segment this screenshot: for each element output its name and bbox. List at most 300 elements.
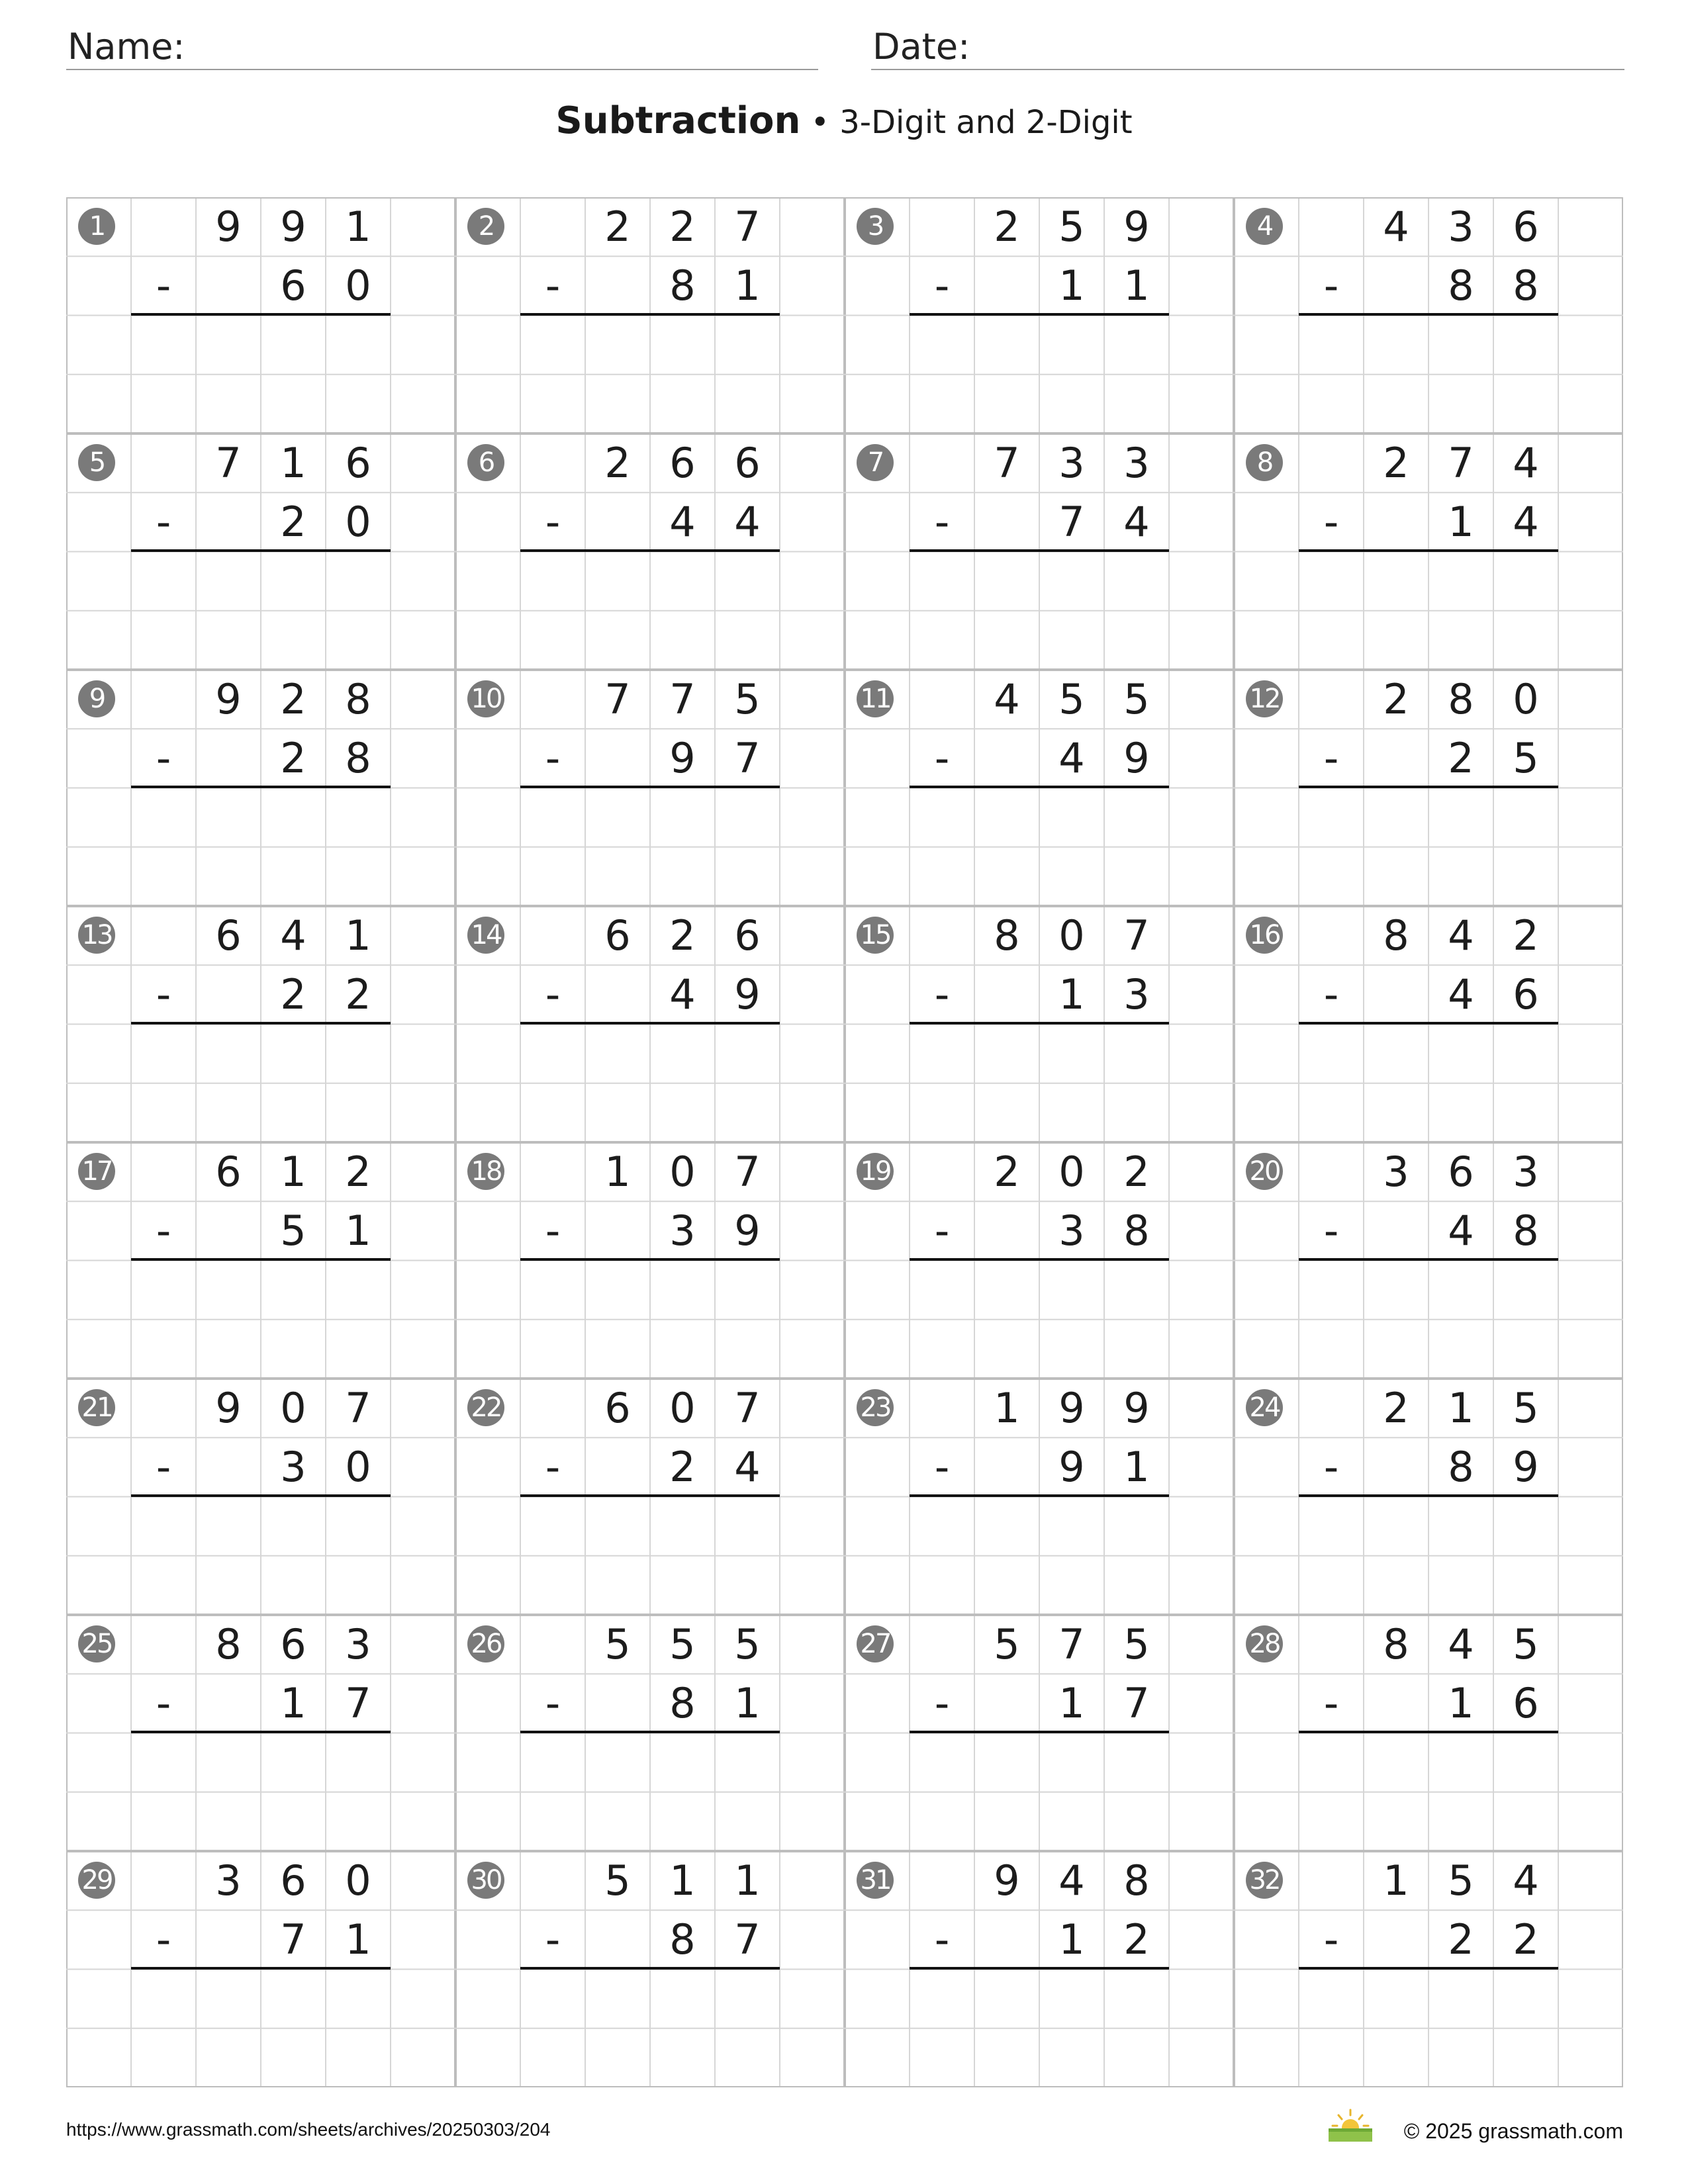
minuend-digit: 8 [994,911,1020,960]
subtrahend-digit: 8 [669,1915,696,1964]
minuend-digit: 1 [669,1856,696,1905]
problem-19 [845,1142,1234,1379]
problem-number-badge: 9 [78,680,115,717]
problem-number-badge: 26 [467,1625,504,1662]
minus-sign: - [545,970,561,1019]
answer-line [910,313,1169,316]
minus-sign: - [156,970,171,1019]
subtrahend-digit: 4 [1513,498,1539,547]
problem-number-badge: 20 [1246,1153,1283,1190]
minus-sign: - [934,734,950,783]
subtrahend-digit: 1 [1123,1443,1150,1492]
minuend-digit: 9 [215,675,242,724]
answer-line [131,1967,391,1970]
problem-number-badge: 2 [467,208,504,245]
minuend-digit: 7 [1123,911,1150,960]
problem-grid [66,197,1623,2087]
minuend-digit: 9 [1058,1384,1085,1433]
answer-line [1299,549,1558,552]
subtrahend-digit: 7 [734,734,761,783]
worksheet-title [0,99,1688,142]
minus-sign: - [934,970,950,1019]
problem-3 [845,197,1234,433]
subtrahend-digit: 1 [1058,261,1085,310]
minus-sign: - [156,1915,171,1964]
problem-10 [455,670,845,906]
problem-number-badge: 1 [78,208,115,245]
minuend-digit: 2 [280,675,306,724]
subtrahend-digit: 8 [669,261,696,310]
problem-30 [455,1851,845,2087]
minuend-digit: 5 [994,1620,1020,1669]
minus-sign: - [545,1206,561,1255]
minuend-digit: 2 [604,439,631,488]
problem-number-badge: 23 [857,1389,894,1426]
answer-line [1299,1731,1558,1733]
minuend-digit: 0 [669,1384,696,1433]
minuend-digit: 6 [280,1620,306,1669]
subtrahend-digit: 9 [1058,1443,1085,1492]
minus-sign: - [545,1679,561,1728]
minuend-digit: 6 [734,911,761,960]
subtrahend-digit: 2 [345,970,371,1019]
minuend-digit: 2 [1383,675,1409,724]
minus-sign: - [156,734,171,783]
minus-sign: - [934,261,950,310]
minuend-digit: 0 [669,1148,696,1197]
problem-6 [455,433,845,670]
subtrahend-digit: 4 [1448,970,1474,1019]
problem-9 [66,670,455,906]
minuend-digit: 6 [604,911,631,960]
minuend-digit: 8 [215,1620,242,1669]
problem-number-badge: 16 [1246,917,1283,954]
problem-number-badge: 15 [857,917,894,954]
answer-line [1299,1258,1558,1261]
problem-24 [1234,1379,1623,1615]
subtrahend-digit: 7 [345,1679,371,1728]
minuend-digit: 1 [734,1856,761,1905]
problem-number-badge: 30 [467,1862,504,1899]
answer-line [131,313,391,316]
subtrahend-digit: 5 [280,1206,306,1255]
subtrahend-digit: 8 [1448,1443,1474,1492]
answer-line [520,1258,780,1261]
minuend-digit: 7 [215,439,242,488]
subtrahend-digit: 1 [734,1679,761,1728]
answer-line [520,1731,780,1733]
problem-number-badge: 5 [78,444,115,481]
minuend-digit: 8 [345,675,371,724]
problem-13 [66,906,455,1142]
subtrahend-digit: 1 [1448,1679,1474,1728]
date-field[interactable] [871,25,1624,70]
subtrahend-digit: 9 [669,734,696,783]
answer-line [1299,786,1558,788]
subtrahend-digit: 1 [280,1679,306,1728]
minuend-digit: 5 [604,1856,631,1905]
minuend-digit: 7 [734,203,761,251]
subtrahend-digit: 7 [734,1915,761,1964]
minuend-digit: 5 [734,1620,761,1669]
minuend-digit: 2 [345,1148,371,1197]
minuend-digit: 9 [280,203,306,251]
minuend-digit: 6 [1513,203,1539,251]
minuend-digit: 2 [1383,439,1409,488]
subtrahend-digit: 8 [1123,1206,1150,1255]
problem-25 [66,1615,455,1851]
minuend-digit: 2 [994,1148,1020,1197]
minus-sign: - [156,1443,171,1492]
problem-27 [845,1615,1234,1851]
minus-sign: - [545,498,561,547]
minuend-digit: 6 [604,1384,631,1433]
minuend-digit: 4 [1448,1620,1474,1669]
minus-sign: - [934,1443,950,1492]
problem-31 [845,1851,1234,2087]
answer-line [910,1022,1169,1024]
minuend-digit: 4 [1448,911,1474,960]
answer-line [520,786,780,788]
subtrahend-digit: 6 [1513,970,1539,1019]
answer-line [910,1258,1169,1261]
answer-line [910,549,1169,552]
minuend-digit: 8 [1383,1620,1409,1669]
subtrahend-digit: 3 [669,1206,696,1255]
minuend-digit: 7 [669,675,696,724]
subtrahend-digit: 2 [1448,1915,1474,1964]
subtrahend-digit: 1 [345,1206,371,1255]
subtrahend-digit: 4 [1123,498,1150,547]
minuend-digit: 7 [345,1384,371,1433]
problem-2 [455,197,845,433]
problem-15 [845,906,1234,1142]
problem-number-badge: 25 [78,1625,115,1662]
footer-url: https://www.grassmath.com/sheets/archives/20250303/204 [66,2119,551,2140]
subtrahend-digit: 4 [669,970,696,1019]
answer-line [1299,313,1558,316]
subtrahend-digit: 2 [280,498,306,547]
problem-8 [1234,433,1623,670]
subtrahend-digit: 3 [280,1443,306,1492]
minuend-digit: 4 [994,675,1020,724]
minuend-digit: 6 [669,439,696,488]
answer-line [131,1731,391,1733]
answer-line [1299,1967,1558,1970]
problem-16 [1234,906,1623,1142]
minuend-digit: 4 [1058,1856,1085,1905]
minuend-digit: 7 [734,1148,761,1197]
subtrahend-digit: 1 [1123,261,1150,310]
minuend-digit: 0 [1058,1148,1085,1197]
minuend-digit: 5 [1058,675,1085,724]
answer-line [520,1967,780,1970]
minuend-digit: 5 [1123,675,1150,724]
minuend-digit: 9 [215,1384,242,1433]
answer-line [520,1494,780,1497]
minuend-digit: 1 [604,1148,631,1197]
problem-number-badge: 10 [467,680,504,717]
answer-line [910,1967,1169,1970]
minuend-digit: 6 [215,911,242,960]
subtrahend-digit: 8 [1448,261,1474,310]
subtrahend-digit: 9 [1123,734,1150,783]
footer-copyright: © 2025 grassmath.com [1403,2119,1623,2143]
minus-sign: - [156,498,171,547]
minuend-digit: 9 [994,1856,1020,1905]
problem-11 [845,670,1234,906]
subtrahend-digit: 8 [669,1679,696,1728]
answer-line [910,1731,1169,1733]
minus-sign: - [156,1679,171,1728]
problem-18 [455,1142,845,1379]
minuend-digit: 5 [734,675,761,724]
minus-sign: - [934,1206,950,1255]
subtrahend-digit: 7 [1123,1679,1150,1728]
problem-number-badge: 14 [467,917,504,954]
minus-sign: - [156,261,171,310]
subtrahend-digit: 8 [345,734,371,783]
minuend-digit: 2 [1123,1148,1150,1197]
problem-number-badge: 24 [1246,1389,1283,1426]
minuend-digit: 1 [345,911,371,960]
minuend-digit: 0 [1058,911,1085,960]
minuend-digit: 4 [280,911,306,960]
minuend-digit: 2 [604,203,631,251]
minus-sign: - [1323,734,1339,783]
minuend-digit: 1 [280,1148,306,1197]
minuend-digit: 6 [280,1856,306,1905]
minuend-digit: 2 [1513,911,1539,960]
minus-sign: - [545,734,561,783]
minuend-digit: 7 [734,1384,761,1433]
problem-21 [66,1379,455,1615]
answer-line [131,786,391,788]
minuend-digit: 4 [1513,1856,1539,1905]
answer-line [520,549,780,552]
minus-sign: - [1323,1206,1339,1255]
subtrahend-digit: 7 [1058,498,1085,547]
minuend-digit: 6 [734,439,761,488]
minus-sign: - [545,1915,561,1964]
subtrahend-digit: 1 [1058,1679,1085,1728]
minus-sign: - [1323,1443,1339,1492]
subtrahend-digit: 2 [1448,734,1474,783]
title-bullet: • [800,104,840,141]
minuend-digit: 5 [604,1620,631,1669]
problem-number-badge: 8 [1246,444,1283,481]
title-main: Subtraction [555,99,801,142]
minus-sign: - [1323,1915,1339,1964]
problem-number-badge: 13 [78,917,115,954]
subtrahend-digit: 4 [734,498,761,547]
problem-number-badge: 31 [857,1862,894,1899]
subtrahend-digit: 1 [734,261,761,310]
answer-line [910,1494,1169,1497]
answer-line [131,549,391,552]
problem-number-badge: 7 [857,444,894,481]
answer-line [520,1022,780,1024]
subtrahend-digit: 9 [1513,1443,1539,1492]
problem-32 [1234,1851,1623,2087]
minuend-digit: 0 [1513,675,1539,724]
subtrahend-digit: 8 [1513,261,1539,310]
minus-sign: - [1323,970,1339,1019]
problem-number-badge: 32 [1246,1862,1283,1899]
minuend-digit: 6 [215,1148,242,1197]
problem-29 [66,1851,455,2087]
problem-28 [1234,1615,1623,1851]
subtrahend-digit: 9 [734,970,761,1019]
problem-number-badge: 27 [857,1625,894,1662]
problem-17 [66,1142,455,1379]
minuend-digit: 5 [1123,1620,1150,1669]
minuend-digit: 7 [994,439,1020,488]
problem-22 [455,1379,845,1615]
minus-sign: - [1323,261,1339,310]
minuend-digit: 3 [345,1620,371,1669]
minus-sign: - [934,1679,950,1728]
subtrahend-digit: 0 [345,1443,371,1492]
minuend-digit: 3 [1513,1148,1539,1197]
minuend-digit: 3 [1383,1148,1409,1197]
problem-5 [66,433,455,670]
subtrahend-digit: 4 [734,1443,761,1492]
sun-grass-logo-icon [1327,2109,1374,2143]
minus-sign: - [545,1443,561,1492]
subtrahend-digit: 2 [280,970,306,1019]
name-label: Name: [68,26,185,68]
answer-line [131,1022,391,1024]
minuend-digit: 3 [1123,439,1150,488]
subtrahend-digit: 3 [1123,970,1150,1019]
minuend-digit: 4 [1383,203,1409,251]
minus-sign: - [156,1206,171,1255]
subtrahend-digit: 2 [1513,1915,1539,1964]
minuend-digit: 2 [1383,1384,1409,1433]
answer-line [131,1494,391,1497]
title-subtitle: 3-Digit and 2-Digit [839,104,1133,141]
minus-sign: - [934,1915,950,1964]
answer-line [520,313,780,316]
minuend-digit: 1 [280,439,306,488]
name-field[interactable] [66,25,818,70]
subtrahend-digit: 4 [1448,1206,1474,1255]
problem-number-badge: 11 [857,680,894,717]
minuend-digit: 1 [1383,1856,1409,1905]
subtrahend-digit: 0 [345,498,371,547]
minuend-digit: 8 [1448,675,1474,724]
minus-sign: - [934,498,950,547]
minuend-digit: 0 [280,1384,306,1433]
minuend-digit: 2 [669,203,696,251]
minuend-digit: 2 [994,203,1020,251]
subtrahend-digit: 1 [345,1915,371,1964]
problem-number-badge: 6 [467,444,504,481]
subtrahend-digit: 3 [1058,1206,1085,1255]
minuend-digit: 5 [669,1620,696,1669]
subtrahend-digit: 4 [669,498,696,547]
minuend-digit: 8 [1123,1856,1150,1905]
subtrahend-digit: 2 [1123,1915,1150,1964]
subtrahend-digit: 1 [1448,498,1474,547]
problem-7 [845,433,1234,670]
problem-number-badge: 28 [1246,1625,1283,1662]
minuend-digit: 2 [669,911,696,960]
minuend-digit: 1 [1448,1384,1474,1433]
minuend-digit: 3 [1448,203,1474,251]
minus-sign: - [1323,1679,1339,1728]
subtrahend-digit: 8 [1513,1206,1539,1255]
problem-number-badge: 18 [467,1153,504,1190]
subtrahend-digit: 7 [280,1915,306,1964]
date-label: Date: [872,26,970,68]
answer-line [1299,1022,1558,1024]
minuend-digit: 1 [994,1384,1020,1433]
minuend-digit: 5 [1058,203,1085,251]
minus-sign: - [1323,498,1339,547]
subtrahend-digit: 6 [280,261,306,310]
minuend-digit: 3 [1058,439,1085,488]
minuend-digit: 4 [1513,439,1539,488]
problem-number-badge: 29 [78,1862,115,1899]
subtrahend-digit: 4 [1058,734,1085,783]
minuend-digit: 5 [1513,1384,1539,1433]
minuend-digit: 9 [1123,203,1150,251]
minuend-digit: 5 [1448,1856,1474,1905]
problem-number-badge: 4 [1246,208,1283,245]
subtrahend-digit: 1 [1058,1915,1085,1964]
problem-number-badge: 21 [78,1389,115,1426]
minuend-digit: 6 [1448,1148,1474,1197]
minuend-digit: 3 [215,1856,242,1905]
minuend-digit: 7 [1448,439,1474,488]
subtrahend-digit: 2 [669,1443,696,1492]
subtrahend-digit: 0 [345,261,371,310]
problem-number-badge: 17 [78,1153,115,1190]
subtrahend-digit: 9 [734,1206,761,1255]
problem-number-badge: 22 [467,1389,504,1426]
problem-4 [1234,197,1623,433]
subtrahend-digit: 1 [1058,970,1085,1019]
minuend-digit: 5 [1513,1620,1539,1669]
minuend-digit: 7 [1058,1620,1085,1669]
minuend-digit: 8 [1383,911,1409,960]
problem-20 [1234,1142,1623,1379]
minuend-digit: 0 [345,1856,371,1905]
subtrahend-digit: 2 [280,734,306,783]
answer-line [910,786,1169,788]
answer-line [1299,1494,1558,1497]
minuend-digit: 9 [215,203,242,251]
problem-26 [455,1615,845,1851]
problem-23 [845,1379,1234,1615]
minuend-digit: 9 [1123,1384,1150,1433]
subtrahend-digit: 6 [1513,1679,1539,1728]
minus-sign: - [545,261,561,310]
subtrahend-digit: 5 [1513,734,1539,783]
problem-number-badge: 3 [857,208,894,245]
answer-line [131,1258,391,1261]
problem-number-badge: 12 [1246,680,1283,717]
problem-14 [455,906,845,1142]
problem-12 [1234,670,1623,906]
minuend-digit: 7 [604,675,631,724]
problem-1 [66,197,455,433]
problem-number-badge: 19 [857,1153,894,1190]
minuend-digit: 1 [345,203,371,251]
minuend-digit: 6 [345,439,371,488]
